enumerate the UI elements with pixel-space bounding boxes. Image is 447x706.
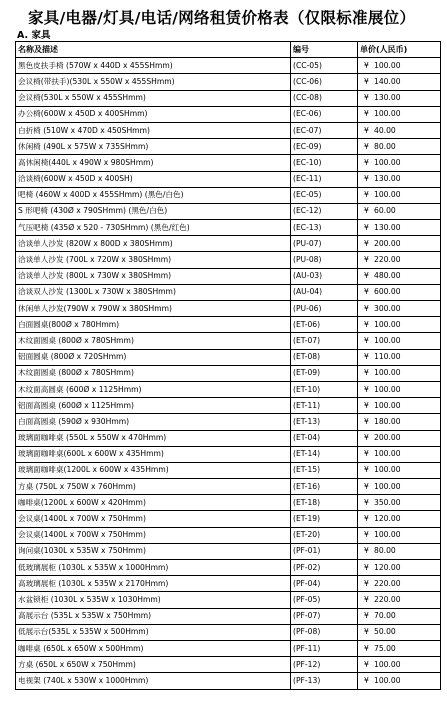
item-code: (ET-08)	[291, 349, 358, 365]
item-price-cell	[358, 106, 441, 122]
table-row	[16, 430, 441, 446]
item-price: 100.00	[374, 60, 401, 70]
item-name: 休闲单人沙发(790W x 790W x 380SHmm)	[16, 301, 291, 317]
item-name: 黑色皮扶手椅 (570W x 440D x 455SHmm)	[16, 58, 291, 74]
currency-symbol: ¥	[364, 206, 369, 216]
currency-symbol: ¥	[364, 433, 369, 443]
currency-symbol: ¥	[364, 481, 369, 491]
table-row	[16, 381, 441, 397]
currency-symbol: ¥	[364, 416, 369, 426]
item-price: 480.00	[374, 271, 401, 281]
item-price: 110.00	[374, 352, 401, 362]
item-price-cell	[358, 252, 441, 268]
currency-symbol: ¥	[364, 546, 369, 556]
table-row	[16, 495, 441, 511]
item-name: 低玻璃展柜 (1030L x 535W x 1000Hmm)	[16, 560, 291, 576]
item-code: (ET-13)	[291, 414, 358, 430]
currency-symbol: ¥	[364, 60, 369, 70]
item-price: 100.00	[374, 481, 401, 491]
currency-symbol: ¥	[364, 238, 369, 248]
item-price-cell	[358, 479, 441, 495]
item-code: (ET-04)	[291, 430, 358, 446]
currency-symbol: ¥	[364, 400, 369, 410]
currency-symbol: ¥	[364, 497, 369, 507]
currency-symbol: ¥	[364, 125, 369, 135]
item-price: 50.00	[374, 627, 396, 637]
currency-symbol: ¥	[364, 352, 369, 362]
page-title: 家具/电器/灯具/电话/网络租赁价格表（仅限标准展位）	[28, 9, 416, 27]
item-price-cell	[358, 301, 441, 317]
item-price-cell	[358, 381, 441, 397]
item-price: 100.00	[374, 157, 401, 167]
item-price-cell	[358, 495, 441, 511]
table-row	[16, 171, 441, 187]
item-code: (EC-12)	[291, 203, 358, 219]
item-price: 130.00	[374, 222, 401, 232]
item-name: 洽谈单人沙发 (700L x 720W x 380SHmm)	[16, 252, 291, 268]
item-code: (CC-08)	[291, 90, 358, 106]
table-row	[16, 349, 441, 365]
item-price-cell	[358, 543, 441, 559]
table-row	[16, 657, 441, 673]
column-header-price: 单价(人民币)	[358, 42, 441, 58]
item-price-cell	[358, 365, 441, 381]
item-price-cell	[358, 58, 441, 74]
item-code: (AU-04)	[291, 284, 358, 300]
table-row	[16, 592, 441, 608]
item-code: (ET-15)	[291, 462, 358, 478]
item-code: (PF-02)	[291, 560, 358, 576]
currency-symbol: ¥	[364, 93, 369, 103]
currency-symbol: ¥	[364, 271, 369, 281]
column-header-code: 编号	[291, 42, 358, 58]
item-name: 洽谈椅(600W x 450D x 400SH)	[16, 171, 291, 187]
table-row	[16, 624, 441, 640]
item-code: (PU-07)	[291, 236, 358, 252]
item-name: 高休闲椅(440L x 490W x 980SHmm)	[16, 155, 291, 171]
item-price-cell	[358, 511, 441, 527]
currency-symbol: ¥	[364, 141, 369, 151]
currency-symbol: ¥	[364, 675, 369, 685]
item-code: (ET-14)	[291, 446, 358, 462]
item-price-cell	[358, 203, 441, 219]
item-name: 休闲椅 (490L x 575W x 735SHmm)	[16, 139, 291, 155]
item-price: 100.00	[374, 319, 401, 329]
table-row	[16, 511, 441, 527]
item-price: 100.00	[374, 335, 401, 345]
currency-symbol: ¥	[364, 562, 369, 572]
item-code: (CC-05)	[291, 58, 358, 74]
item-price: 100.00	[374, 530, 401, 540]
item-name: 办公椅(600W x 450D x 400SHmm)	[16, 106, 291, 122]
item-price: 60.00	[374, 206, 396, 216]
item-price-cell	[358, 608, 441, 624]
item-price: 75.00	[374, 643, 396, 653]
currency-symbol: ¥	[364, 368, 369, 378]
item-price-cell	[358, 640, 441, 656]
item-price: 120.00	[374, 562, 401, 572]
item-code: (ET-11)	[291, 398, 358, 414]
item-code: (CC-06)	[291, 74, 358, 90]
item-price-cell	[358, 430, 441, 446]
item-price: 220.00	[374, 594, 401, 604]
table-row	[16, 268, 441, 284]
item-price-cell	[358, 268, 441, 284]
item-code: (EC-05)	[291, 187, 358, 203]
item-name: 铝面高圆桌 (600Ø x 1125Hmm)	[16, 398, 291, 414]
item-price-cell	[358, 139, 441, 155]
currency-symbol: ¥	[364, 222, 369, 232]
table-row	[16, 90, 441, 106]
item-code: (ET-19)	[291, 511, 358, 527]
item-price-cell	[358, 527, 441, 543]
currency-symbol: ¥	[364, 76, 369, 86]
item-price: 100.00	[374, 465, 401, 475]
item-name: 电视架 (740L x 530W x 1000Hmm)	[16, 673, 291, 689]
table-row	[16, 284, 441, 300]
table-row	[16, 155, 441, 171]
item-price: 100.00	[374, 190, 401, 200]
item-name: 木纹面高圆桌 (600Ø x 1125Hmm)	[16, 381, 291, 397]
item-name: S 形吧椅 (430Ø x 790SHmm) (黑色/白色)	[16, 203, 291, 219]
table-row	[16, 106, 441, 122]
currency-symbol: ¥	[364, 530, 369, 540]
table-row	[16, 479, 441, 495]
item-name: 白面圆桌(800Ø x 780Hmm)	[16, 317, 291, 333]
table-row	[16, 576, 441, 592]
item-price: 220.00	[374, 578, 401, 588]
item-name: 洽谈单人沙发 (820W x 800D x 380SHmm)	[16, 236, 291, 252]
item-name: 玻璃面咖啡桌(1200L x 600W x 435Hmm)	[16, 462, 291, 478]
currency-symbol: ¥	[364, 384, 369, 394]
currency-symbol: ¥	[364, 643, 369, 653]
item-price-cell	[358, 90, 441, 106]
table-row	[16, 317, 441, 333]
table-row	[16, 220, 441, 236]
item-name: 询问桌(1030L x 535W x 750Hmm)	[16, 543, 291, 559]
currency-symbol: ¥	[364, 303, 369, 313]
table-row	[16, 462, 441, 478]
table-row	[16, 608, 441, 624]
currency-symbol: ¥	[364, 578, 369, 588]
currency-symbol: ¥	[364, 514, 369, 524]
item-code: (PF-13)	[291, 673, 358, 689]
currency-symbol: ¥	[364, 465, 369, 475]
currency-symbol: ¥	[364, 335, 369, 345]
item-price-cell	[358, 462, 441, 478]
table-row	[16, 301, 441, 317]
item-code: (PF-04)	[291, 576, 358, 592]
item-code: (PF-12)	[291, 657, 358, 673]
item-name: 咖啡桌 (650L x 650W x 500Hmm)	[16, 640, 291, 656]
item-price-cell	[358, 317, 441, 333]
item-code: (PF-05)	[291, 592, 358, 608]
item-price-cell	[358, 576, 441, 592]
item-name: 吧椅 (460W x 400D x 455SHmm) (黑色/白色)	[16, 187, 291, 203]
item-code: (ET-18)	[291, 495, 358, 511]
item-price-cell	[358, 220, 441, 236]
item-price-cell	[358, 446, 441, 462]
item-price: 80.00	[374, 141, 396, 151]
price-table	[15, 41, 441, 690]
item-price: 100.00	[374, 384, 401, 394]
item-code: (ET-07)	[291, 333, 358, 349]
item-code: (ET-09)	[291, 365, 358, 381]
currency-symbol: ¥	[364, 319, 369, 329]
item-name: 咖啡桌(1200L x 600W x 420Hmm)	[16, 495, 291, 511]
item-name: 会议椅(带扶手)(530L x 550W x 455SHmm)	[16, 74, 291, 90]
item-price: 40.00	[374, 125, 396, 135]
currency-symbol: ¥	[364, 594, 369, 604]
table-row	[16, 236, 441, 252]
item-name: 高展示台 (535L x 535W x 750Hmm)	[16, 608, 291, 624]
item-price: 120.00	[374, 514, 401, 524]
item-code: (PF-11)	[291, 640, 358, 656]
item-name: 气压吧椅 (435Ø x 520 - 730SHmm) (黑色/红色)	[16, 220, 291, 236]
table-row	[16, 139, 441, 155]
item-name: 白面高圆桌 (590Ø x 930Hmm)	[16, 414, 291, 430]
item-code: (PF-08)	[291, 624, 358, 640]
item-name: 木纹面圆桌 (800Ø x 780SHmm)	[16, 365, 291, 381]
item-price-cell	[358, 155, 441, 171]
table-row	[16, 74, 441, 90]
item-name: 玻璃面咖啡桌 (550L x 550W x 470Hmm)	[16, 430, 291, 446]
item-price: 100.00	[374, 659, 401, 669]
item-price-cell	[358, 657, 441, 673]
item-name: 铝面圆桌 (800Ø x 720SHmm)	[16, 349, 291, 365]
item-price-cell	[358, 414, 441, 430]
table-row	[16, 203, 441, 219]
table-row	[16, 333, 441, 349]
item-price-cell	[358, 171, 441, 187]
item-name: 洽谈双人沙发 (1300L x 730W x 380SHmm)	[16, 284, 291, 300]
currency-symbol: ¥	[364, 449, 369, 459]
item-price-cell	[358, 349, 441, 365]
table-row	[16, 640, 441, 656]
item-price-cell	[358, 592, 441, 608]
currency-symbol: ¥	[364, 109, 369, 119]
item-code: (ET-10)	[291, 381, 358, 397]
item-price: 350.00	[374, 497, 401, 507]
item-price: 300.00	[374, 303, 401, 313]
currency-symbol: ¥	[364, 287, 369, 297]
item-code: (PU-08)	[291, 252, 358, 268]
item-price: 180.00	[374, 416, 401, 426]
table-row	[16, 398, 441, 414]
item-price: 100.00	[374, 675, 401, 685]
table-row	[16, 560, 441, 576]
item-price: 130.00	[374, 93, 401, 103]
item-code: (EC-13)	[291, 220, 358, 236]
item-name: 会议椅(530L x 550W x 455SHmm)	[16, 90, 291, 106]
item-name: 会议桌(1400L x 700W x 750Hmm)	[16, 511, 291, 527]
table-row	[16, 543, 441, 559]
table-row	[16, 58, 441, 74]
item-code: (PU-06)	[291, 301, 358, 317]
item-code: (ET-20)	[291, 527, 358, 543]
currency-symbol: ¥	[364, 255, 369, 265]
currency-symbol: ¥	[364, 627, 369, 637]
table-row	[16, 673, 441, 689]
section-heading: A. 家具	[17, 30, 51, 41]
table-row	[16, 365, 441, 381]
table-header-row	[16, 42, 441, 58]
item-name: 方桌 (750L x 750W x 760Hmm)	[16, 479, 291, 495]
table-row	[16, 414, 441, 430]
item-price: 200.00	[374, 433, 401, 443]
item-name: 洽谈单人沙发 (800L x 730W x 380SHmm)	[16, 268, 291, 284]
item-code: (AU-03)	[291, 268, 358, 284]
item-price: 140.00	[374, 76, 401, 86]
item-price: 130.00	[374, 174, 401, 184]
item-price-cell	[358, 284, 441, 300]
item-name: 会议桌(1400L x 700W x 750Hmm)	[16, 527, 291, 543]
item-price-cell	[358, 333, 441, 349]
item-name: 低展示台(535L x 535W x 500Hmm)	[16, 624, 291, 640]
item-price-cell	[358, 74, 441, 90]
item-name: 水盆锁柜 (1030L x 535W x 1030Hmm)	[16, 592, 291, 608]
currency-symbol: ¥	[364, 611, 369, 621]
item-price: 100.00	[374, 400, 401, 410]
item-name: 高玻璃展柜 (1030L x 535W x 2170Hmm)	[16, 576, 291, 592]
table-row	[16, 527, 441, 543]
item-price: 70.00	[374, 611, 396, 621]
table-row	[16, 252, 441, 268]
item-code: (EC-10)	[291, 155, 358, 171]
item-code: (EC-07)	[291, 122, 358, 138]
item-price: 80.00	[374, 546, 396, 556]
currency-symbol: ¥	[364, 190, 369, 200]
item-price: 100.00	[374, 109, 401, 119]
currency-symbol: ¥	[364, 659, 369, 669]
column-header-name: 名称及描述	[16, 42, 291, 58]
item-price-cell	[358, 624, 441, 640]
item-name: 方桌 (650L x 650W x 750Hmm)	[16, 657, 291, 673]
item-price-cell	[358, 236, 441, 252]
item-price-cell	[358, 673, 441, 689]
item-price-cell	[358, 560, 441, 576]
item-code: (EC-11)	[291, 171, 358, 187]
item-code: (EC-09)	[291, 139, 358, 155]
item-price: 600.00	[374, 287, 401, 297]
item-price: 100.00	[374, 368, 401, 378]
item-code: (PF-01)	[291, 543, 358, 559]
item-name: 玻璃面咖啡桌(600L x 600W x 435Hmm)	[16, 446, 291, 462]
item-name: 木纹面圆桌 (800Ø x 780SHmm)	[16, 333, 291, 349]
item-price: 220.00	[374, 255, 401, 265]
item-code: (ET-16)	[291, 479, 358, 495]
item-price: 200.00	[374, 238, 401, 248]
item-code: (EC-06)	[291, 106, 358, 122]
item-code: (PF-07)	[291, 608, 358, 624]
table-row	[16, 446, 441, 462]
item-name: 白折椅 (510W x 470D x 450SHmm)	[16, 122, 291, 138]
currency-symbol: ¥	[364, 157, 369, 167]
item-price-cell	[358, 398, 441, 414]
item-price-cell	[358, 122, 441, 138]
table-row	[16, 122, 441, 138]
item-price-cell	[358, 187, 441, 203]
currency-symbol: ¥	[364, 174, 369, 184]
item-code: (ET-06)	[291, 317, 358, 333]
item-price: 100.00	[374, 449, 401, 459]
table-row	[16, 187, 441, 203]
